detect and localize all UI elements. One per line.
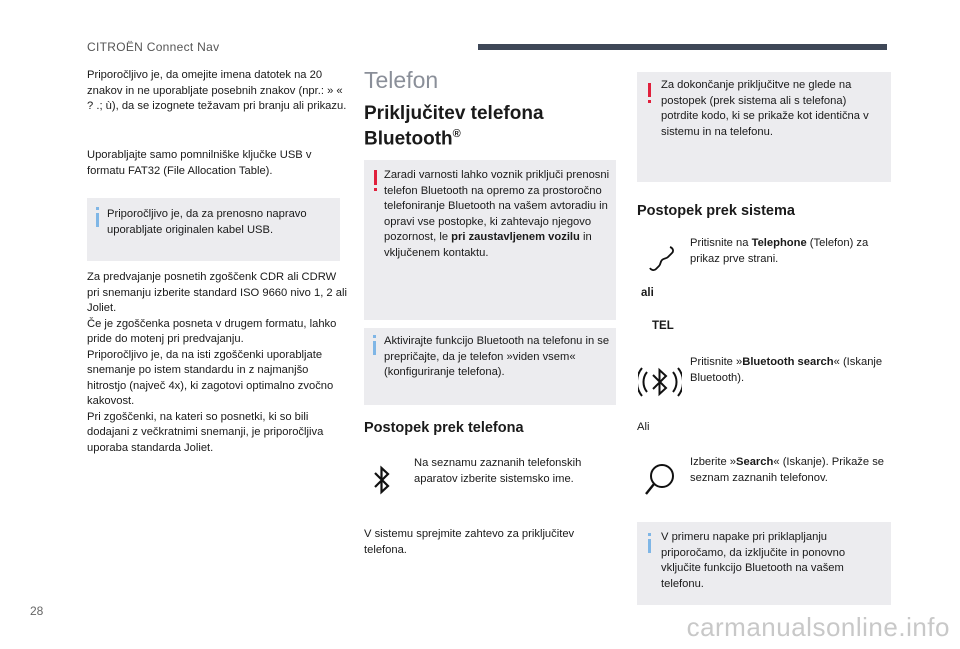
or-text: Ali — [637, 421, 650, 433]
bluetooth-search-icon — [638, 360, 682, 404]
bluetooth-search-instruction: Pritisnite »Bluetooth search« (Iskanje Bluetooth). — [690, 356, 883, 384]
search-instruction: Izberite »Search« (Iskanje). Prikaže se seznam zaznanih telefonov. — [690, 456, 885, 484]
info-text: Priporočljivo je, da za prenosno napravo uporabljate originalen kabel USB. — [107, 208, 307, 236]
heading-line-1: Priključitev telefona — [364, 103, 544, 124]
watermark: carmanualsonline.info — [686, 612, 950, 642]
document-header-title: CITROËN Connect Nav — [87, 40, 220, 54]
info-icon — [96, 213, 99, 227]
subheading-phone-procedure: Postopek prek telefona — [364, 420, 524, 436]
phone-icon — [648, 244, 676, 272]
bluetooth-icon — [372, 464, 392, 496]
paragraph-cd-recording: Za predvajanje posnetih zgoščenk CDR ali CDRW pri snemanju izberite standard ISO 9660 nivo 1, 2 ali Joliet. Če je zgoščenka posneta v drugem formatu, lahko pride do motenj pri predvajanju. Priporočljivo je, da na isti zgoščenki uporabljate snemanje po istem standardu in z najmanjšo hitrostjo (največ 4x), ki zagotovi optimalno zvočno kakovost. Pri zgoščenki, na kateri so posnetki, ki so bili dodajani z večkratnimi snemanji, je priporočljiva uporaba standarda Joliet. — [87, 271, 347, 454]
info-box-pairing-error — [637, 522, 891, 605]
heading-bluetooth-connection — [364, 104, 614, 149]
info-box-usb-cable — [87, 198, 340, 261]
info-box-bluetooth-visible — [364, 328, 616, 405]
page-number: 28 — [30, 604, 44, 618]
warning-icon — [374, 170, 377, 185]
heading-line-2: Bluetooth — [364, 128, 453, 150]
warning-icon — [648, 83, 651, 97]
bluetooth-instruction: Na seznamu zaznanih telefonskih aparatov izberite sistemsko ime. — [414, 457, 582, 485]
warning-box-safety — [364, 160, 616, 320]
subheading-system-procedure: Postopek prek sistema — [637, 203, 795, 219]
info-text: V primeru napake pri priklapljanju priporočamo, da izključite in ponovno vključite funkcijo Bluetooth na vašem telefonu. — [661, 531, 846, 590]
warning-text: Za dokončanje priključitve ne glede na postopek (prek sistema ali s telefona) potrdite kodo, ki se prikaže kot identična v sistemu in na telefonu. — [661, 79, 869, 138]
phone-instruction: Pritisnite na Telephone (Telefon) za prikaz prve strani. — [690, 237, 869, 265]
search-icon — [640, 460, 680, 500]
registered-mark: ® — [452, 128, 461, 140]
paragraph-usb-format: Uporabljajte samo pomnilniške ključke USB v formatu FAT32 (File Allocation Table). — [87, 149, 312, 177]
or-label: ali — [641, 287, 654, 299]
section-title: Telefon — [364, 67, 439, 93]
warning-box-confirm-code — [637, 72, 891, 182]
header-bar — [478, 44, 887, 50]
info-text: Aktivirajte funkcijo Bluetooth na telefonu in se prepričajte, da je telefon »viden vsem« (konfiguriranje telefona). — [384, 335, 610, 378]
tel-button-label: TEL — [652, 320, 674, 332]
accept-instruction: V sistemu sprejmite zahtevo za priključitev telefona. — [364, 528, 575, 556]
warning-text: Zaradi varnosti lahko voznik priključi prenosni telefon Bluetooth na opremo za prostoročno telefoniranje Bluetooth na vašem avtoradiu in opravi vse postopke, ki zahtevajo njegovo pozornost, le pri zaustavljenem vozilu in vključenem kontaktu. — [384, 169, 610, 259]
info-icon — [648, 539, 651, 553]
paragraph-filenames: Priporočljivo je, da omejite imena datotek na 20 znakov in ne uporabljate posebnih znakov (npr.: » « ? .; ù), da se izognete težavam pri branju ali prikazu. — [87, 69, 347, 112]
info-icon — [373, 341, 376, 355]
